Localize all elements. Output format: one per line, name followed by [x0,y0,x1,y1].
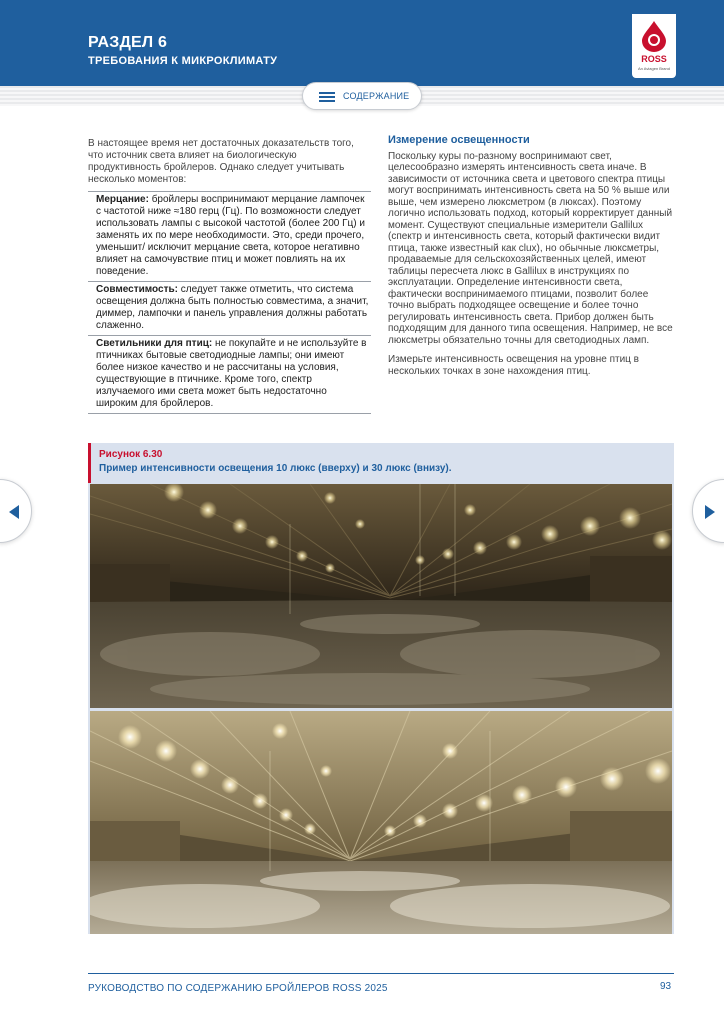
figure-number: Рисунок 6.30 [99,449,163,460]
footer-title-text: РУКОВОДСТВО ПО СОДЕРЖАНИЮ БРОЙЛЕРОВ ROSS [88,983,365,994]
drop-icon [639,20,669,52]
menu-icon [319,92,335,102]
body-paragraph: Измерьте интенсивность освещения на уровне птиц в нескольких точках в зоне нахождения птиц. [388,354,639,377]
table-row [88,282,371,336]
next-page-button[interactable] [692,479,724,543]
footer-title [88,983,388,994]
photo-10-lux [90,484,672,708]
row-text: следует также отметить, что система освещения должна быть полностью совместима, а значит, диммер, лампочки и панель управления должны работать слаженно. [96,284,369,331]
previous-page-button[interactable] [0,479,32,543]
figure-box [88,443,674,934]
row-term: Светильники для птиц: [96,338,213,349]
considerations-table [88,191,371,414]
figure-caption: Пример интенсивности освещения 10 люкс (вверху) и 30 люкс (внизу). [99,463,452,474]
logo-name: ROSS [641,54,667,64]
subsection-heading: Измерение освещенности [388,134,530,146]
table-row [88,336,371,414]
left-column [88,138,371,414]
footer-divider [88,973,674,974]
intro-paragraph: В настоящее время нет достаточных доказательств того, что источник света влияет на биологическую продуктивность бройлеров. Однако следует учитывать несколько моментов: [88,138,354,185]
table-row [88,192,371,282]
page-header [0,0,724,86]
row-term: Мерцание: [96,194,149,205]
section-subtitle: ТРЕБОВАНИЯ К МИКРОКЛИМАТУ [88,55,278,67]
contents-button-label: СОДЕРЖАНИЕ [343,91,410,101]
footer-year: 2025 [364,983,388,994]
contents-button[interactable] [302,82,422,110]
ross-logo [632,14,676,78]
chevron-right-icon [705,505,715,519]
page-number: 93 [660,981,672,992]
photo-30-lux [90,711,672,934]
figure-header [88,443,674,483]
section-title: РАЗДЕЛ 6 [88,34,168,51]
right-column [388,135,674,377]
row-text: бройлеры воспринимают мерцание лампочек с частотой ниже ≈180 герц (Гц). По возможности следует использовать лампы с высокой частотой (более 200 Гц) и заменять их по мере необходимости. Это, среди прочего, уменьшит/ исключит мерцание света, которое негативно влияет на самочувствие птиц и может повлиять на их поведение. [96,194,365,277]
chevron-left-icon [9,505,19,519]
row-term: Совместимость: [96,284,178,295]
row-text: не покупайте и не используйте в птичниках бытовые светодиодные лампы; они имеют более низкое качество и не рассчитаны на условия, существующие в птичнике. Кроме того, спектр излучаемого ими света может быть недостаточно широким для бройлеров. [96,338,367,409]
logo-tagline: An Aviagen Brand [638,66,670,71]
body-paragraph: Поскольку куры по-разному воспринимают свет, целесообразно измерять интенсивность света иначе. В зависимости от источника света и цветового спектра птицы могут воспринимать интенсивность света на 50 % выше или выше, чем измерено люксметром (в люксах). Поэтому логично использовать подход, который корректирует данный момент. Существуют специальные измерители Gallilux (спектр и интенсивность света, который фактически видит птица, также известный как clux), но обычные люксметры, продаваемые для сельскохозяйственных целей, имеют таблицы пересчета люкс в Gallilux в инструкциях по эксплуатации. Определение интенсивности света, фактически воспринимаемого птицами, позволит более точно выбрать подходящее освещение и более точно регулировать интенсивность света. Прибор должен быть подходящим для данного типа освещения. Например, не все люксметры обязательно точны для светодиодных ламп. [388,150,673,346]
